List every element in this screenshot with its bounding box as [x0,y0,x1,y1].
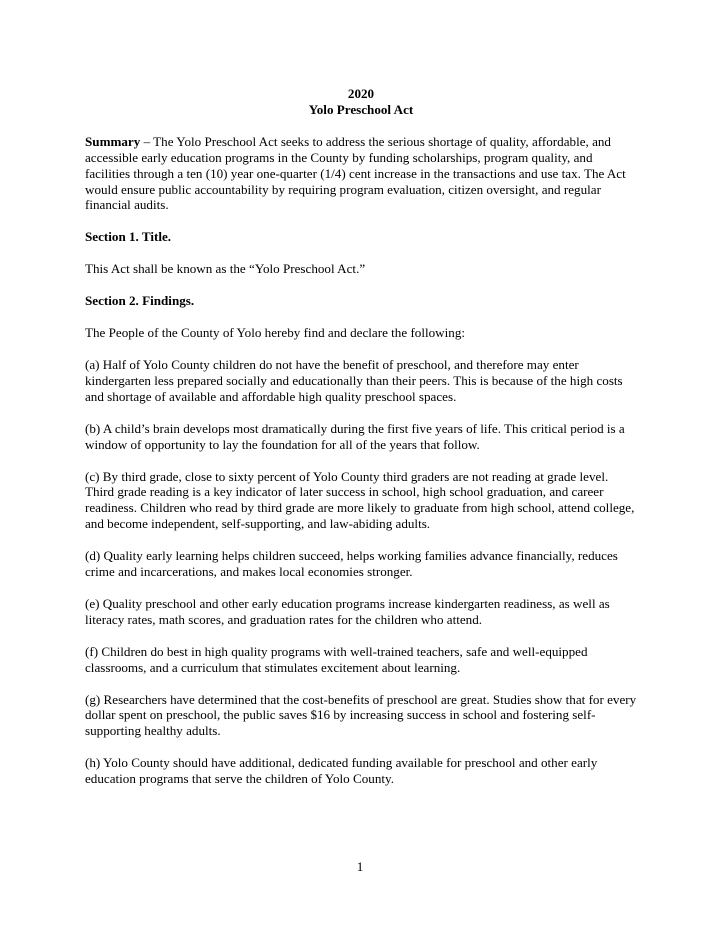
section-2-intro: The People of the County of Yolo hereby find and declare the following: [85,325,465,341]
finding-c: (c) By third grade, close to sixty percent of Yolo County third graders are not reading at grade level. Third grade reading is a key indicator of later success in school, high school graduation, and career readiness. Children who read by third grade are more likely to graduate from high school, attend college, and become independent, self-supporting, and law-abiding adults. [85,468,635,532]
finding-h: (h) Yolo County should have additional, dedicated funding available for preschool and other early education programs that serve the children of Yolo County. [85,755,598,787]
finding-b: (b) A child’s brain develops most dramatically during the first five years of life. This critical period is a window of opportunity to lay the foundation for all of the years that follow. [85,420,625,452]
finding-a: (a) Half of Yolo County children do not have the benefit of preschool, and therefore may enter kindergarten less prepared socially and educationally than their peers. This is because of the high costs and shortage of available and affordable high quality preschool spaces. [85,356,623,404]
page-number: 1 [356,859,364,874]
section-1-text: This Act shall be known as the “Yolo Preschool Act.” [85,261,366,277]
summary-text: – The Yolo Preschool Act seeks to address the serious shortage of quality, affordable, and accessible early education programs in the County by funding scholarships, program quality, and facilities through a ten (10) year one-quarter (1/4) cent increase in the transactions and use tax. The Act would ensure public accountability by requiring program evaluation, citizen oversight, and regular financial audits. [85,133,626,213]
document-body [85,86,637,803]
summary-paragraph [85,134,637,214]
finding-d: (d) Quality early learning helps children succeed, helps working families advance financially, reduces crime and incarcerations, and makes local economies stronger. [85,548,618,580]
finding-g: (g) Researchers have determined that the cost-benefits of preschool are great. Studies show that for every dollar spent on preschool, the public saves $16 by increasing success in school and fostering self-supporting healthy adults. [85,691,637,739]
section-1-heading: Section 1. Title. [85,229,172,245]
finding-f: (f) Children do best in high quality programs with well-trained teachers, safe and well-equipped classrooms, and a curriculum that stimulates excitement about learning. [85,643,588,675]
document-title: Yolo Preschool Act [308,101,414,117]
finding-e: (e) Quality preschool and other early education programs increase kindergarten readiness, as well as literacy rates, math scores, and graduation rates for the children who attend. [85,595,610,627]
section-2-heading: Section 2. Findings. [85,293,195,309]
summary-label: Summary [85,133,141,149]
document-year: 2020 [347,86,375,101]
